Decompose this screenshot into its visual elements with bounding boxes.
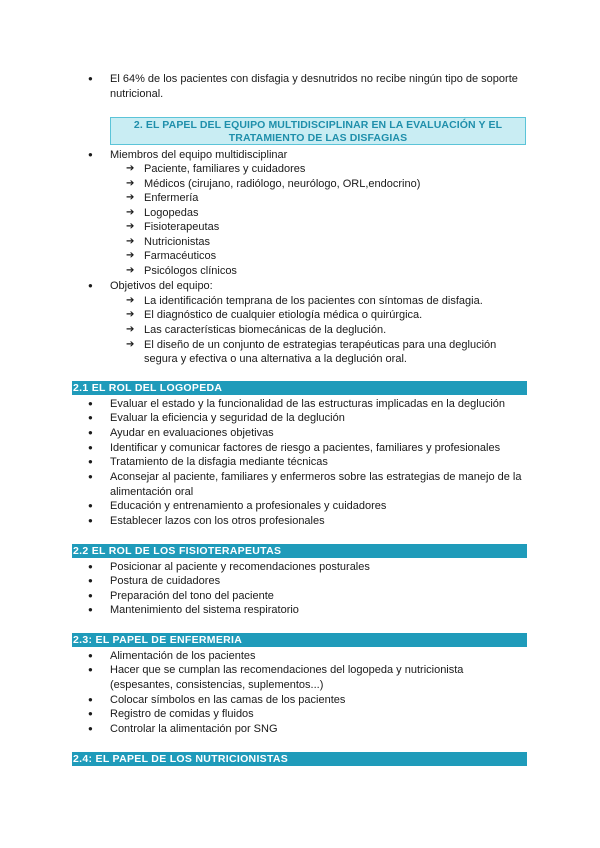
list-item: ● Hacer que se cumplan las recomendaciones del logopeda y nutricionista: [110, 663, 530, 678]
list-item: ● Mantenimiento del sistema respiratorio: [110, 603, 530, 618]
section-heading-line2: TRATAMIENTO DE LAS DISFAGIAS: [228, 132, 408, 144]
objective-item: ➔ Las características biomecánicas de la deglución.: [144, 323, 524, 338]
list-item: ● Evaluar el estado y la funcionalidad de las estructuras implicadas en la deglución: [110, 397, 530, 412]
objective-item: ➔ El diseño de un conjunto de estrategias terapéuticas para una deglución: [144, 338, 524, 353]
member-item: ➔ Nutricionistas: [144, 235, 524, 250]
list-item: ● Alimentación de los pacientes: [110, 649, 530, 664]
member-item: ➔ Fisioterapeutas: [144, 220, 524, 235]
objectives-label: ● Objetivos del equipo:: [110, 279, 530, 294]
members-label: ● Miembros del equipo multidisciplinar: [110, 148, 530, 163]
section-band-fisio: 2.2 EL ROL DE LOS FISIOTERAPEUTAS: [72, 544, 527, 558]
member-item: ➔ Psicólogos clínicos: [144, 264, 524, 279]
list-item: ● Identificar y comunicar factores de riesgo a pacientes, familiares y profesionales: [110, 441, 530, 456]
list-item: ● Evaluar la eficiencia y seguridad de la deglución: [110, 411, 530, 426]
section-heading: [110, 117, 526, 145]
list-item: ● Aconsejar al paciente, familiares y enfermeros sobre las estrategias de manejo de la: [110, 470, 530, 485]
list-item: ● Registro de comidas y fluidos: [110, 707, 530, 722]
list-item: ● Colocar símbolos en las camas de los pacientes: [110, 693, 530, 708]
section-heading-line1: 2. EL PAPEL DEL EQUIPO MULTIDISCIPLINAR EN LA EVALUACIÓN Y EL: [133, 119, 503, 131]
list-item: ● Educación y entrenamiento a profesionales y cuidadores: [110, 499, 530, 514]
member-item: ➔ Farmacéuticos: [144, 249, 524, 264]
list-item: ● Posicionar al paciente y recomendaciones posturales: [110, 560, 530, 575]
list-item: ● Preparación del tono del paciente: [110, 589, 530, 604]
list-item: ● Postura de cuidadores: [110, 574, 530, 589]
section-band-enfermeria: 2.3: EL PAPEL DE ENFERMERIA: [72, 633, 527, 647]
list-item: ● Controlar la alimentación por SNG: [110, 722, 530, 737]
member-item: ➔ Paciente, familiares y cuidadores: [144, 162, 524, 177]
objective-item: ➔ La identificación temprana de los pacientes con síntomas de disfagia.: [144, 294, 524, 309]
list-item-continuation: alimentación oral: [110, 486, 194, 498]
objective-item: ➔ El diagnóstico de cualquier etiología médica o quirúrgica.: [144, 308, 524, 323]
objective-item-continuation: segura y efectiva o una alternativa a la deglución oral.: [144, 353, 407, 365]
intro-bullet: ● El 64% de los pacientes con disfagia y desnutridos no recibe ningún tipo de soporte nutricional.: [110, 72, 530, 101]
section-band-nutricionistas: 2.4: EL PAPEL DE LOS NUTRICIONISTAS: [72, 752, 527, 766]
list-item-continuation: (espesantes, consistencias, suplementos...): [110, 679, 324, 691]
member-item: ➔ Enfermería: [144, 191, 524, 206]
list-item: ● Ayudar en evaluaciones objetivas: [110, 426, 530, 441]
list-item: ● Establecer lazos con los otros profesionales: [110, 514, 530, 529]
member-item: ➔ Logopedas: [144, 206, 524, 221]
list-item: ● Tratamiento de la disfagia mediante técnicas: [110, 455, 530, 470]
section-band-logopeda: 2.1 EL ROL DEL LOGOPEDA: [72, 381, 527, 395]
member-item: ➔ Médicos (cirujano, radiólogo, neurólogo, ORL,endocrino): [144, 177, 524, 192]
